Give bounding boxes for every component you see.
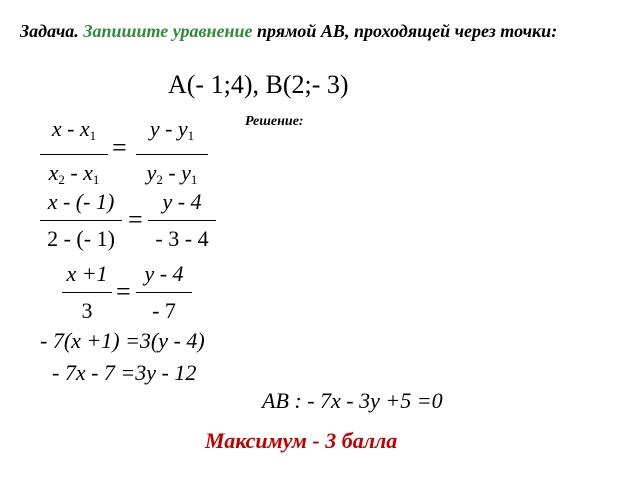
step2-lhs-numerator: x - (- 1)	[47, 189, 115, 214]
step2-rhs-numerator: y - 4	[162, 189, 202, 214]
solution-label: Решение:	[245, 114, 304, 129]
task-label: Задача.	[20, 21, 79, 41]
fraction-bar	[62, 292, 112, 293]
step1-lhs-fraction	[40, 113, 108, 196]
step1-lhs-denominator: $x_2 - x_1$	[48, 160, 100, 187]
step2-lhs-denominator: 2 - (- 1)	[47, 226, 115, 251]
step5-equation: - 7x - 7 =3y - 12	[52, 360, 197, 385]
step1-rhs-numerator: y - $y_1$	[149, 116, 195, 143]
equals-sign: =	[128, 205, 143, 234]
task-line-name: AB	[320, 21, 345, 41]
task-statement	[20, 18, 620, 44]
points-given: A(- 1;4), B(2;- 3)	[168, 70, 349, 99]
step3-rhs-fraction	[136, 258, 192, 327]
step2-rhs-fraction	[148, 186, 216, 255]
step4-equation: - 7(x +1) =3(y - 4)	[40, 328, 205, 353]
fraction-bar	[136, 154, 208, 155]
step1-rhs-denominator: $y_2 - y_1$	[146, 160, 198, 187]
step1-lhs-numerator: x - $x_1$	[51, 116, 97, 143]
equals-sign: =	[116, 277, 131, 306]
fraction-bar	[40, 220, 122, 221]
step3-rhs-denominator: - 7	[152, 298, 176, 323]
fraction-bar	[148, 220, 216, 221]
step3-lhs-denominator: 3	[81, 298, 93, 323]
task-text-1: прямой	[257, 21, 317, 41]
step2-rhs-denominator: - 3 - 4	[155, 226, 209, 251]
task-instruction: Запишите уравнение	[83, 21, 253, 41]
fraction-bar	[40, 154, 108, 155]
task-text-2: , проходящей через точки:	[344, 21, 558, 41]
final-answer: AB : - 7x - 3y +5 =0	[262, 388, 443, 413]
fraction-bar	[136, 292, 192, 293]
step1-rhs-fraction	[136, 113, 208, 196]
step2-lhs-fraction	[40, 186, 122, 255]
step3-lhs-numerator: x +1	[66, 261, 108, 286]
equals-sign: =	[112, 133, 127, 162]
step3-lhs-fraction	[62, 258, 112, 327]
max-score: Максимум - 3 балла	[205, 428, 398, 453]
step3-rhs-numerator: y - 4	[144, 261, 184, 286]
